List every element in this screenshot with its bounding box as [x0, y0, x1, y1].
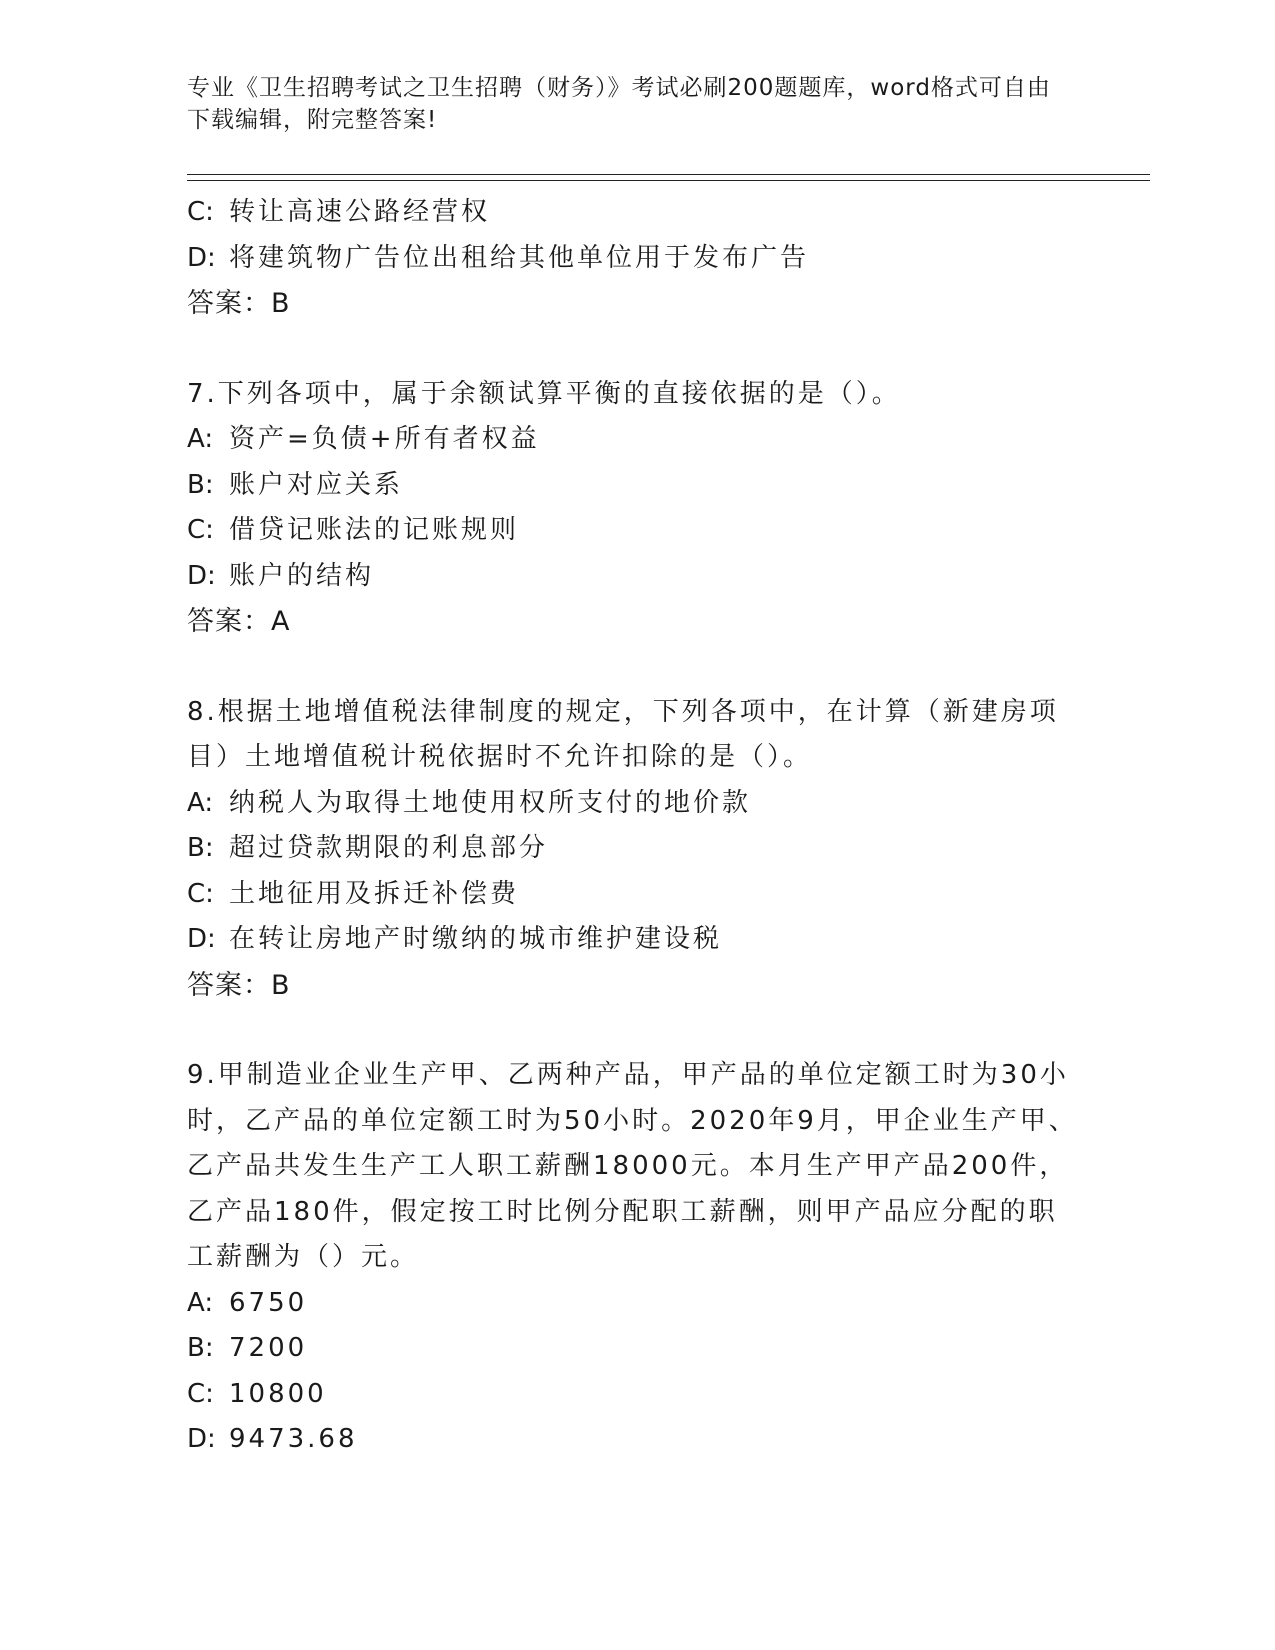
page-header: 专业《卫生招聘考试之卫生招聘（财务）》考试必刷200题题库，word格式可自由下载编辑，附完整答案! — [187, 75, 1051, 133]
option-text: 借贷记账法的记账规则 — [229, 515, 520, 545]
option-label: C: — [187, 1378, 214, 1409]
option-label: C: — [187, 878, 214, 909]
option-label: B: — [187, 1333, 214, 1363]
option-label: D: — [187, 242, 216, 273]
option-line — [187, 781, 1087, 827]
spacer — [187, 645, 1087, 690]
question-content — [187, 190, 1087, 1463]
option-line — [187, 872, 1087, 918]
question-stem-line: 乙产品共发生生产工人职工薪酬18000元。本月生产甲产品200件， — [187, 1151, 1069, 1181]
option-line — [187, 508, 1087, 554]
option-text: 7200 — [229, 1333, 308, 1363]
option-label: B: — [187, 833, 214, 863]
option-text: 在转让房地产时缴纳的城市维护建设税 — [229, 924, 723, 954]
option-label: C: — [187, 197, 214, 227]
spacer — [187, 327, 1087, 372]
option-text: 9473.68 — [229, 1424, 358, 1454]
option-line — [187, 190, 1087, 236]
answer-line: 答案：B — [187, 969, 291, 1001]
option-label: A: — [187, 424, 214, 454]
header-rule-top — [187, 174, 1150, 175]
answer-line: 答案：B — [187, 288, 291, 319]
question-stem-line: 工薪酬为（）元。 — [187, 1242, 420, 1272]
option-line — [187, 1281, 1087, 1327]
spacer — [187, 1008, 1087, 1053]
option-line — [187, 1326, 1087, 1372]
question-stem-line: 时，乙产品的单位定额工时为50小时。2020年9月，甲企业生产甲、 — [187, 1105, 1078, 1136]
option-label: C: — [187, 515, 214, 545]
option-text: 资产=负债+所有者权益 — [229, 424, 540, 454]
option-text: 将建筑物广告位出租给其他单位用于发布广告 — [229, 242, 810, 273]
option-line — [187, 463, 1087, 509]
option-line — [187, 554, 1087, 600]
question-stem-line: 乙产品180件，假定按工时比例分配职工薪酬，则甲产品应分配的职 — [187, 1196, 1058, 1227]
option-line — [187, 826, 1087, 872]
option-text: 土地征用及拆迁补偿费 — [229, 878, 520, 909]
answer-line: 答案：A — [187, 606, 291, 637]
option-text: 转让高速公路经营权 — [229, 197, 491, 227]
option-line — [187, 1372, 1087, 1418]
question-stem: 7.下列各项中，属于余额试算平衡的直接依据的是（）。 — [187, 378, 901, 409]
question-stem-line: 9.甲制造业企业生产甲、乙两种产品，甲产品的单位定额工时为30小 — [187, 1060, 1069, 1090]
option-text: 纳税人为取得土地使用权所支付的地价款 — [229, 787, 752, 818]
option-label: A: — [187, 1287, 214, 1318]
option-text: 10800 — [229, 1378, 327, 1409]
question-stem-line: 目）土地增值税计税依据时不允许扣除的是（）。 — [187, 742, 813, 772]
option-text: 账户的结构 — [229, 560, 375, 591]
question-stem-line: 8.根据土地增值税法律制度的规定，下列各项中，在计算（新建房项 — [187, 696, 1059, 727]
header-rule-bottom — [187, 180, 1150, 181]
option-line — [187, 417, 1087, 463]
option-line — [187, 1417, 1087, 1463]
option-line — [187, 236, 1087, 282]
option-label: A: — [187, 787, 214, 818]
option-line — [187, 917, 1087, 963]
option-text: 超过贷款期限的利息部分 — [229, 833, 549, 863]
option-label: D: — [187, 1424, 216, 1454]
option-text: 6750 — [229, 1287, 308, 1318]
option-label: B: — [187, 469, 214, 500]
option-text: 账户对应关系 — [229, 469, 404, 500]
option-label: D: — [187, 924, 216, 954]
option-label: D: — [187, 560, 216, 591]
